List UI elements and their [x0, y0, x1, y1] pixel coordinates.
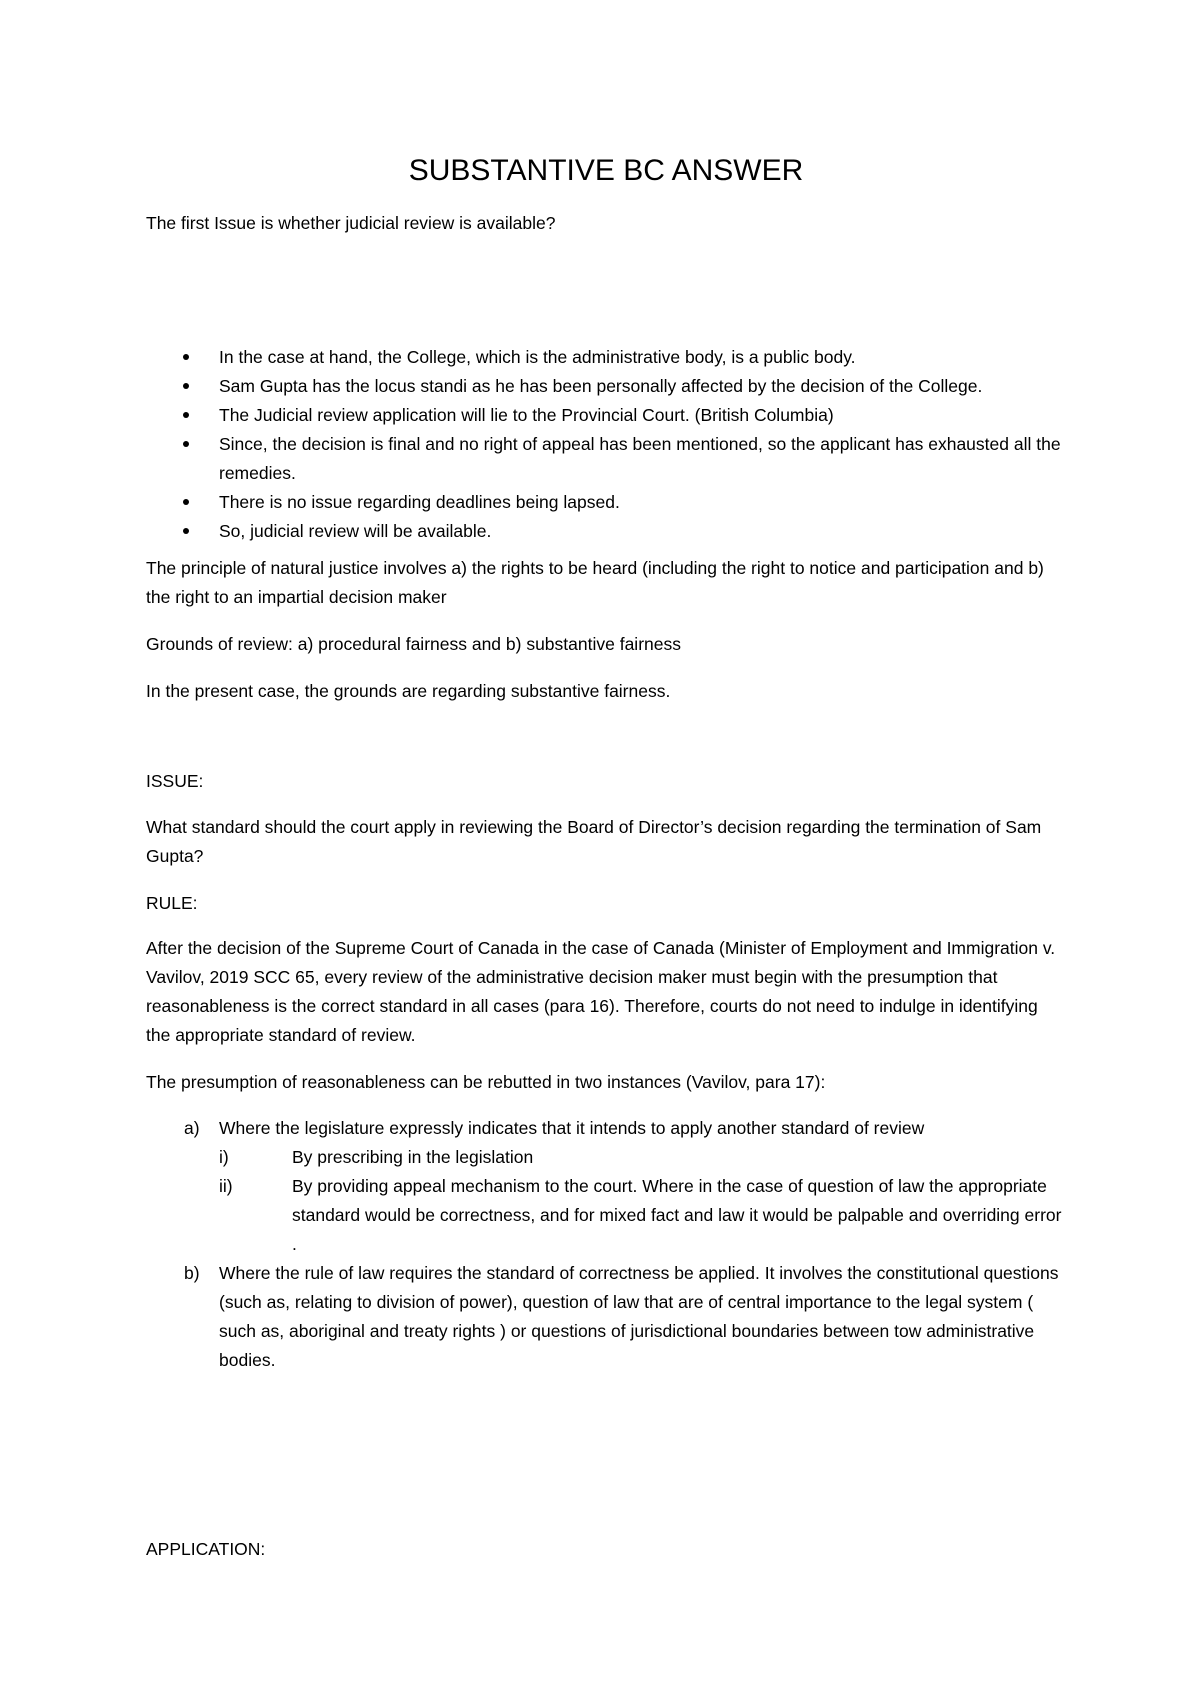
list-item: Since, the decision is final and no right of appeal has been mentioned, so the applicant has exhausted all the remedies.	[146, 430, 1066, 488]
bullet-icon	[183, 383, 189, 389]
bullet-icon	[183, 528, 189, 534]
rule-heading: RULE:	[146, 893, 198, 913]
list-marker: b)	[184, 1263, 200, 1283]
issue-paragraph: What standard should the court apply in reviewing the Board of Director’s decision regarding the termination of Sam Gupta?	[146, 817, 1042, 866]
list-marker: a)	[184, 1118, 200, 1138]
bullet-icon	[183, 441, 189, 447]
intro-question: The first Issue is whether judicial review is available?	[146, 213, 556, 233]
list-item: ii) By providing appeal mechanism to the court. Where in the case of question of law the appropriate standard would be correctness, and for mixed fact and law it would be palpable and overriding error .	[219, 1172, 1066, 1259]
rebuttal-list	[146, 1114, 1066, 1375]
rebuttal-intro: The presumption of reasonableness can be rebutted in two instances (Vavilov, para 17):	[146, 1072, 826, 1092]
application-heading: APPLICATION:	[146, 1539, 266, 1559]
list-item: The Judicial review application will lie to the Provincial Court. (British Columbia)	[146, 401, 1066, 430]
grounds-paragraph: Grounds of review: a) procedural fairness and b) substantive fairness	[146, 634, 681, 654]
natural-justice-paragraph: The principle of natural justice involves a) the rights to be heard (including the right to notice and participation and b) the right to an impartial decision maker	[146, 558, 1044, 607]
list-item: So, judicial review will be available.	[146, 517, 1066, 546]
list-marker: i)	[219, 1147, 229, 1167]
list-marker: ii)	[219, 1176, 233, 1196]
present-case-paragraph: In the present case, the grounds are regarding substantive fairness.	[146, 681, 671, 701]
rule-paragraph: After the decision of the Supreme Court of Canada in the case of Canada (Minister of Employment and Immigration v. Vavilov, 2019 SCC 65, every review of the administrative decision maker must begin with the presumption that reasonableness is the correct standard in all cases (para 16). Therefore, courts do not need to indulge in identifying the appropriate standard of review.	[146, 938, 1056, 1045]
issue-heading: ISSUE:	[146, 771, 204, 791]
list-item: i) By prescribing in the legislation	[219, 1143, 1066, 1172]
list-item: b) Where the rule of law requires the standard of correctness be applied. It involves the constitutional questions (such as, relating to division of power), question of law that are of central importance to the legal system ( such as, aboriginal and treaty rights ) or questions of jurisdictional boundaries between tow administrative bodies.	[146, 1259, 1066, 1375]
sub-list	[219, 1143, 1066, 1259]
bullet-icon	[183, 354, 189, 360]
list-item: a) Where the legislature expressly indicates that it intends to apply another standard of review i) By prescribing in the legislation ii) By providing appeal mechanism to the court. Where in the case of question of law the appropriate standard would be correctness, and for mixed fact and law it would be palpable and overriding error .	[146, 1114, 1066, 1259]
bullet-icon	[183, 412, 189, 418]
list-item: In the case at hand, the College, which is the administrative body, is a public body.	[146, 343, 1066, 372]
list-item: There is no issue regarding deadlines being lapsed.	[146, 488, 1066, 517]
list-item: Sam Gupta has the locus standi as he has been personally affected by the decision of the College.	[146, 372, 1066, 401]
document-title: SUBSTANTIVE BC ANSWER	[408, 154, 804, 187]
bullet-icon	[183, 499, 189, 505]
availability-list	[146, 343, 1066, 546]
